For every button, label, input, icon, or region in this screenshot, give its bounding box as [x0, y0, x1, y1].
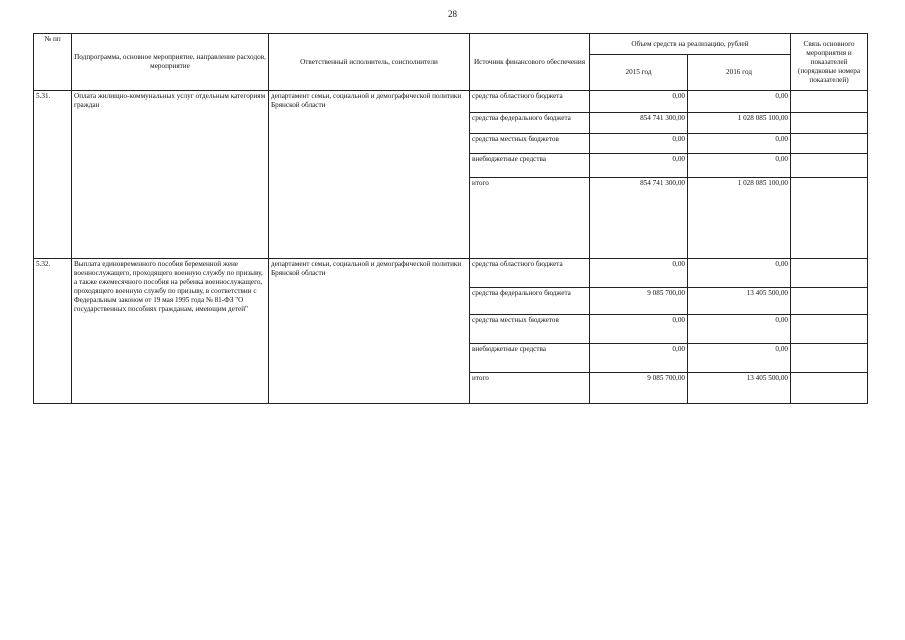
value-2016-total: 13 405 500,00	[688, 373, 791, 404]
link-cell	[791, 134, 868, 154]
header-executor: Ответственный исполнитель, соисполнители	[269, 34, 470, 91]
value-2015: 0,00	[590, 315, 688, 344]
section-program: Оплата жилищно-коммунальных услуг отдельным категориям граждан	[72, 91, 269, 259]
page-number: 28	[448, 9, 457, 19]
link-cell	[791, 373, 868, 404]
table-row	[34, 91, 868, 113]
table-row	[34, 259, 868, 288]
source-cell-total: итого	[470, 178, 590, 259]
link-cell	[791, 288, 868, 315]
source-cell: внебюджетные средства	[470, 344, 590, 373]
value-2015: 0,00	[590, 154, 688, 178]
value-2015-total: 9 085 700,00	[590, 373, 688, 404]
source-cell-total: итого	[470, 373, 590, 404]
link-cell	[791, 344, 868, 373]
source-cell: средства федерального бюджета	[470, 288, 590, 315]
header-num: № пп	[34, 34, 72, 91]
section-executor: департамент семьи, социальной и демографической политики Брянской области	[269, 259, 470, 404]
value-2016-total: 1 028 085 100,00	[688, 178, 791, 259]
header-year-2015: 2015 год	[590, 55, 688, 91]
value-2016: 0,00	[688, 134, 791, 154]
value-2015: 0,00	[590, 259, 688, 288]
link-cell	[791, 178, 868, 259]
value-2016: 0,00	[688, 344, 791, 373]
value-2016: 1 028 085 100,00	[688, 113, 791, 134]
value-2015: 0,00	[590, 91, 688, 113]
link-cell	[791, 315, 868, 344]
header-volume: Объем средств на реализацию, рублей	[590, 34, 791, 55]
value-2015: 0,00	[590, 344, 688, 373]
link-cell	[791, 113, 868, 134]
header-link: Связь основного мероприятия и показателей (порядковые номера показателей)	[791, 34, 868, 91]
value-2015: 854 741 300,00	[590, 113, 688, 134]
value-2016: 0,00	[688, 259, 791, 288]
value-2016: 0,00	[688, 154, 791, 178]
link-cell	[791, 154, 868, 178]
section-program: Выплата единовременного пособия беременной жене военнослужащего, проходящего военную службу по призыву, а также ежемесячного пособия на ребенка военнослужащего, проходящего военную службу по призыву, в соответствии с Федеральным законом от 19 мая 1995 года № 81-ФЗ "О государственных пособиях гражданам, имеющим детей"	[72, 259, 269, 404]
source-cell: средства местных бюджетов	[470, 315, 590, 344]
source-cell: средства областного бюджета	[470, 259, 590, 288]
value-2016: 0,00	[688, 315, 791, 344]
section-number: 5.31.	[34, 91, 72, 259]
source-cell: средства местных бюджетов	[470, 134, 590, 154]
section-number: 5.32.	[34, 259, 72, 404]
value-2016: 13 405 500,00	[688, 288, 791, 315]
value-2016: 0,00	[688, 91, 791, 113]
link-cell	[791, 259, 868, 288]
value-2015: 0,00	[590, 134, 688, 154]
source-cell: средства федерального бюджета	[470, 113, 590, 134]
source-cell: внебюджетные средства	[470, 154, 590, 178]
header-program: Подпрограмма, основное мероприятие, направление расходов, мероприятие	[72, 34, 269, 91]
header-year-2016: 2016 год	[688, 55, 791, 91]
budget-table	[33, 33, 868, 404]
source-cell: средства областного бюджета	[470, 91, 590, 113]
value-2015-total: 854 741 300,00	[590, 178, 688, 259]
link-cell	[791, 91, 868, 113]
header-source: Источник финансового обеспечения	[470, 34, 590, 91]
value-2015: 9 085 700,00	[590, 288, 688, 315]
section-executor: департамент семьи, социальной и демографической политики Брянской области	[269, 91, 470, 259]
